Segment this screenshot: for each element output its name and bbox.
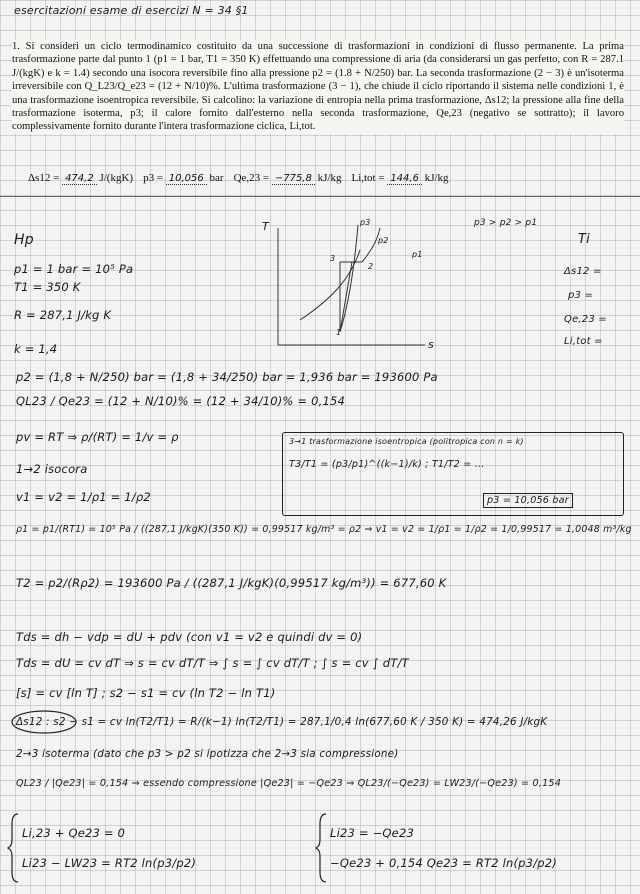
work-line: [s] = cv [ln T] ; s2 − s1 = cv (ln T2 − ln T1) [16, 686, 276, 700]
s-axis-label: s [428, 338, 434, 351]
work-line: 2→3 isoterma (dato che p3 > p2 si ipotizza che 2→3 sia compressione) [16, 748, 399, 760]
point-3: 3 [330, 254, 336, 263]
box-title: 3→1 trasformazione isoentropica (politropica con n = k) [289, 437, 524, 446]
page-header: esercitazioni esame di esercizi N = 34 §1 [14, 4, 249, 17]
answer-qe23: Qe,23 = −775,8 kJ/kg [233, 172, 342, 184]
hp-line: k = 1,4 [14, 342, 58, 356]
answer-litot: Li,tot = 144,6 kJ/kg [351, 172, 449, 184]
isentropic-box [282, 432, 624, 516]
pressure-order: p3 > p2 > p1 [474, 218, 538, 228]
point-2: 2 [368, 262, 374, 271]
box-equation: T3/T1 = (p3/p1)^((k−1)/k) ; T1/T2 = ... [289, 459, 485, 470]
unknown-item: Qe,23 = [564, 314, 607, 325]
hp-line: p1 = 1 bar = 10⁵ Pa [14, 262, 134, 276]
work-line: T2 = p2/(Rρ2) = 193600 Pa / ((287,1 J/kgK)(0,99517 kg/m³)) = 677,60 K [16, 576, 447, 590]
work-line: Tds = dh − vdp = dU + pdv (con v1 = v2 e quindi dv = 0) [16, 630, 363, 644]
hp-line: T1 = 350 K [14, 280, 81, 294]
unknown-item: p3 = [568, 290, 594, 301]
work-line: 1→2 isocora [16, 462, 88, 476]
work-line: Δs12 : s2 − s1 = cv ln(T2/T1) = R/(k−1) ln(T2/T1) = 287,1/0,4 ln(677,60 K / 350 K) = 474,26 J/kgK [16, 716, 548, 728]
work-line: Li23 − LW23 = RT2 ln(p3/p2) [22, 856, 197, 870]
work-line: Li23 = −Qe23 [330, 826, 414, 840]
box-result: p3 = 10,056 bar [483, 493, 573, 508]
problem-text: Si consideri un ciclo termodinamico costituito da una successione di trasformazioni in condizioni di flusso permanente. La prima trasformazione parte dal punto 1 (p1 = 1 bar, T1 = 350 K) effettuando una compressione di aria (da considerarsi un gas perfetto, con R = 287.1 J/(kgK) e k = 1.4) secondo una isocora reversibile fino alla pressione p2 = (1.8 + N/250) bar. La seconda trasformazione (2 − 3) è un'isoterma irreversibile con Q_L23/Q_e23 = (12 + N/10)%. L'ultima trasformazione (3 − 1), che chiude il ciclo riportando il sistema nelle condizioni 1, è una trasformazione isoentropica reversibile. Si calcolino: la variazione di entropia nella prima trasformazione, Δs12; la pressione alla fine della trasformazione isoterma, p3; il calore fornito dall'esterno nella seconda trasformazione, Qe,23 (negativo se sottratto); il lavoro complessivamente fornito durante l'intera trasformazione ciclica, Li,tot. [12, 41, 625, 133]
hp-line: R = 287,1 J/kg K [14, 308, 112, 322]
work-line: ρ1 = p1/(RT1) = 10⁵ Pa / ((287,1 J/kgK)(350 K)) = 0,99517 kg/m³ = ρ2 ⇒ v1 = v2 = 1/ρ1 = 1/ρ2 = 1/0,99517 = 1,0048 m³/kg [16, 524, 632, 535]
point-1: 1 [336, 328, 342, 337]
work-line: pv = RT ⇒ ρ/(RT) = 1/v = ρ [16, 430, 179, 444]
work-line: Li,23 + Qe23 = 0 [22, 826, 126, 840]
work-line: −Qe23 + 0,154 Qe23 = RT2 ln(p3/p2) [330, 856, 557, 870]
answer-p3: p3 = 10,056 bar [143, 172, 224, 184]
work-line: QL23 / |Qe23| = 0,154 ⇒ essendo compressione |Qe23| = −Qe23 ⇒ QL23/(−Qe23) = LW23/(−Qe23) = 0,154 [16, 778, 562, 789]
unknown-item: Δs12 = [564, 266, 602, 277]
p1-curve-label: p1 [412, 250, 423, 259]
p2-curve-label: p2 [378, 236, 389, 245]
problem-number: 1. [12, 41, 20, 52]
work-line: p2 = (1,8 + N/250) bar = (1,8 + 34/250) bar = 1,936 bar = 193600 Pa [16, 370, 438, 384]
unknown-item: Li,tot = [564, 336, 603, 347]
unknowns-title: Ti [578, 232, 590, 247]
work-line: QL23 / Qe23 = (12 + N/10)% = (12 + 34/10)% = 0,154 [16, 394, 346, 408]
t-axis-label: T [262, 220, 269, 233]
work-line: v1 = v2 = 1/ρ1 = 1/ρ2 [16, 490, 151, 504]
work-line: Tds = dU = cv dT ⇒ s = cv dT/T ⇒ ∫ s = ∫ cv dT/T ; ∫ s = cv ∫ dT/T [16, 656, 409, 670]
answer-ds12: Δs12 = 474,2 J/(kgK) [28, 172, 134, 184]
hypotheses-title: Hp [14, 232, 34, 248]
p3-curve-label: p3 [360, 218, 371, 227]
